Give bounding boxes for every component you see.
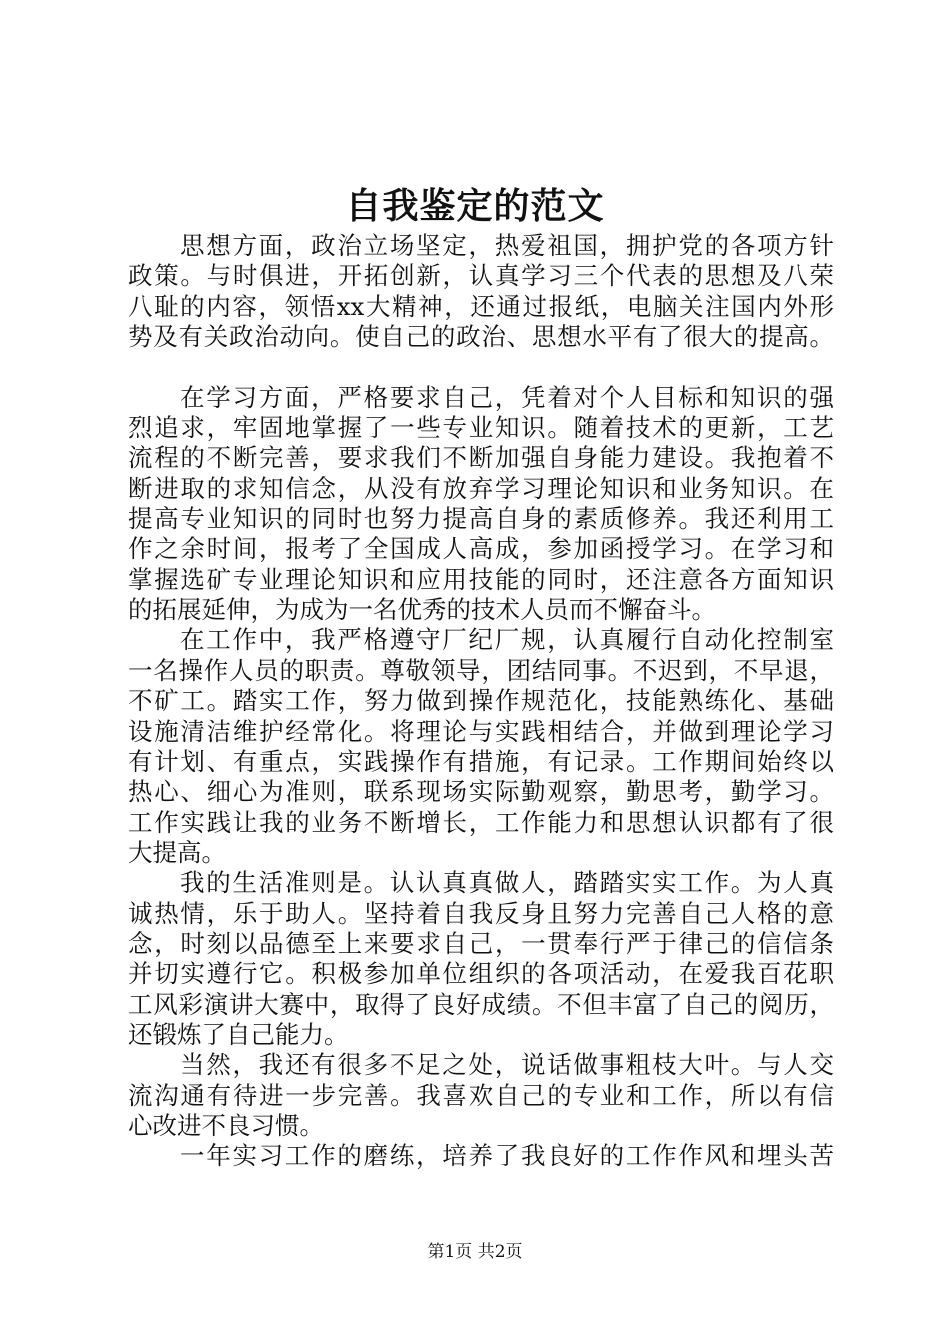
- document-title: 自我鉴定的范文: [345, 185, 605, 227]
- text-line: 并切实遵行它。积极参加单位组织的各项活动，在爱我百花职: [128, 959, 834, 989]
- text-line: 一年实习工作的磨练，培养了我良好的工作作风和埋头苦: [180, 1141, 834, 1171]
- text-line: 流沟通有待进一步完善。我喜欢自己的专业和工作，所以有信: [128, 1080, 834, 1110]
- text-line: 还锻炼了自己能力。: [128, 1019, 349, 1049]
- text-line: 在工作中，我严格遵守厂纪厂规，认真履行自动化控制室: [180, 625, 834, 655]
- paragraph-life: [128, 868, 834, 1050]
- text-line: 流程的不断完善，要求我们不断加强自身能力建设。我抱着不: [128, 443, 834, 473]
- text-line: 心改进不良习惯。: [128, 1110, 324, 1140]
- text-line: 在学习方面，严格要求自己，凭着对个人目标和知识的强: [180, 382, 834, 412]
- text-line: 工风彩演讲大赛中，取得了良好成绩。不但丰富了自己的阅历，: [128, 989, 834, 1019]
- text-line: 有计划、有重点，实践操作有措施，有记录。工作期间始终以: [128, 746, 834, 776]
- text-line: 工作实践让我的业务不断增长，工作能力和思想认识都有了很: [128, 807, 834, 837]
- text-line: 烈追求，牢固地掌握了一些专业知识。随着技术的更新，工艺: [128, 413, 834, 443]
- text-line: 大提高。: [128, 837, 226, 867]
- paragraph-gap: [128, 352, 834, 382]
- text-line: 念，时刻以品德至上来要求自己，一贯奉行严于律己的信信条: [128, 928, 834, 958]
- text-line: 我的生活准则是。认认真真做人，踏踏实实工作。为人真: [180, 868, 834, 898]
- text-line: 势及有关政治动向。使自己的政治、思想水平有了很大的提高。: [128, 322, 834, 352]
- paragraph-internship: [128, 1141, 834, 1171]
- paragraph-study: [128, 383, 834, 626]
- text-line: 的拓展延伸，为成为一名优秀的技术人员而不懈奋斗。: [128, 595, 716, 625]
- text-line: 一名操作人员的职责。尊敬领导，团结同事。不迟到，不早退，: [128, 655, 834, 685]
- paragraph-ideology: [128, 231, 834, 352]
- text-line: 当然，我还有很多不足之处，说话做事粗枝大叶。与人交: [180, 1050, 834, 1080]
- text-line: 思想方面，政治立场坚定，热爱祖国，拥护党的各项方针: [180, 231, 834, 260]
- text-line: 断进取的求知信念，从没有放弃学习理论知识和业务知识。在: [128, 473, 834, 503]
- text-line: 作之余时间，报考了全国成人高成，参加函授学习。在学习和: [128, 534, 834, 564]
- text-line: 政策。与时俱进，开拓创新，认真学习三个代表的思想及八荣: [128, 261, 834, 291]
- paragraph-work: [128, 625, 834, 868]
- paragraph-shortcomings: [128, 1050, 834, 1141]
- text-line: 热心、细心为准则，联系现场实际勤观察，勤思考，勤学习。: [128, 777, 834, 807]
- text-line: 八耻的内容，领悟xx大精神，还通过报纸，电脑关注国内外形: [128, 291, 834, 321]
- text-line: 设施清洁维护经常化。将理论与实践相结合，并做到理论学习: [128, 716, 834, 746]
- text-line: 诚热情，乐于助人。坚持着自我反身且努力完善自己人格的意: [128, 898, 834, 928]
- text-line: 提高专业知识的同时也努力提高自身的素质修养。我还利用工: [128, 504, 834, 534]
- text-line: 不矿工。踏实工作，努力做到操作规范化，技能熟练化、基础: [128, 686, 834, 716]
- document-body: [128, 231, 834, 1172]
- page-number-footer: 第1页 共2页: [427, 1242, 523, 1262]
- text-line: 掌握选矿专业理论知识和应用技能的同时，还注意各方面知识: [128, 564, 834, 594]
